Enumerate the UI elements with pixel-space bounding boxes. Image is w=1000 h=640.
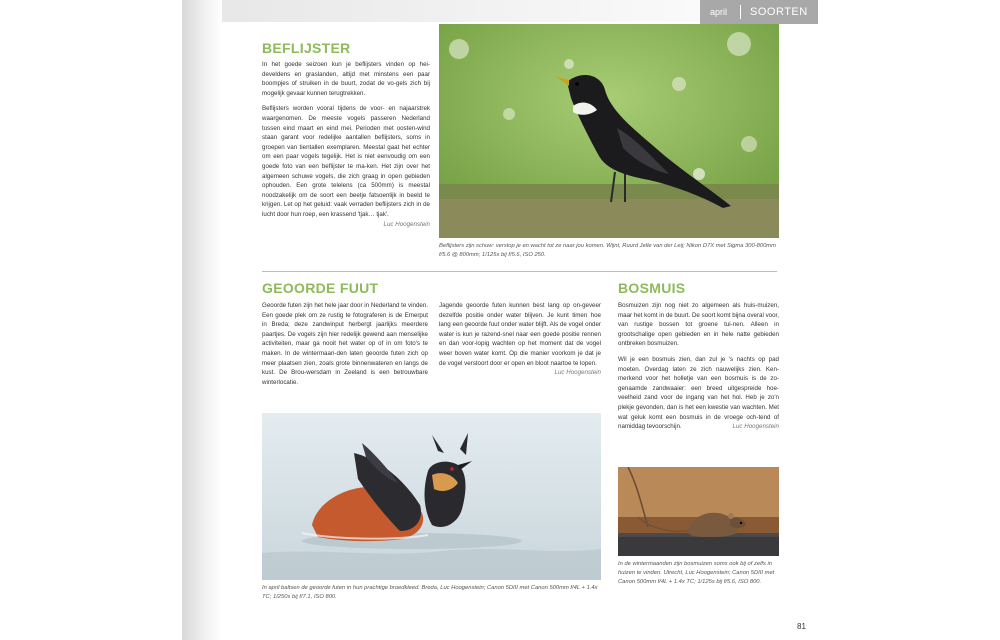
bosmuis-photo [618, 467, 779, 556]
beflijster-paragraph-1: In het goede seizoen kun je beflijsters vinden op hei-develdens en graslanden, altijd met minstens een paar boompjes of struiken in de buurt, zodat de vo-gels zich bij mogelijk gevaar kunnen terugtrekken. [262, 61, 430, 97]
bosmuis-credit: Luc Hoogenstein [732, 423, 779, 431]
section-divider [262, 271, 777, 272]
header-separator [740, 5, 741, 19]
bosmuis-paragraph-2 [618, 355, 779, 432]
bosmuis-text [618, 301, 779, 438]
bosmuis-paragraph-2-text: Wil je een bosmuis zien, dan zul je 's nachts op pad moeten. Overdag laten ze zich nauwelijks zien. Ken-merkend voor het holletje van een bosmuis is de zo-genaamde zandwaaier: een breed uitgespreide hoe-veelheid zand voor de ingang van het hol. Heb je zo'n plekje gevonden, dan is het een kwestie van wachten. Met wat geluk komt een bosmuis in de vroege och-tend of namiddag tevoorschijn. [618, 355, 779, 431]
fuut-photo [262, 413, 601, 580]
fuut-column-2 [439, 301, 601, 378]
page-top-band [182, 0, 700, 22]
beflijster-caption: Beflijsters zijn schuw: verstop je en wacht tot ze naar jou komen. Wijnt, Ruurd Jelle van der Leij; Nikon D7X met Sigma 300-800mm f/5.6 @ 800mm; 1/125s bij f/5.6, ISO 250. [439, 243, 776, 258]
header-month: april [710, 7, 728, 17]
fuut-credit: Luc Hoogenstein [554, 369, 601, 377]
running-header [700, 0, 818, 24]
beflijster-paragraph-2 [262, 104, 430, 228]
page-number: 81 [797, 622, 806, 631]
beflijster-photo [439, 24, 779, 238]
fuut-caption: In april baltsen de geoorde futen in hun prachtige broedkleed. Breda, Luc Hoogenstein; Canon 5DIII met Canon 500mm f/4L + 1.4x TC; 1/250s bij f/7.1, ISO 800. [262, 585, 598, 600]
beflijster-credit: Luc Hoogenstein [383, 220, 430, 228]
beflijster-title: BEFLIJSTER [262, 40, 351, 56]
bosmuis-title: BOSMUIS [618, 280, 686, 296]
beflijster-text [262, 60, 430, 229]
bosmuis-paragraph-1: Bosmuizen zijn nog niet zo algemeen als huis-muizen, maar het komt in de buurt. De soort komt bijna overal voor, van rustige bossen tot groene tui-nen. Alleen in grootschalige open gebieden en in hele natte gebieden ontbreken bosmuizen. [618, 302, 779, 348]
fuut-column-2-text: Jagende geoorde futen kunnen best lang op on-geveer dezelfde positie onder water blijven. Je kunt timen hoe lang een geoorde fuut onder water blijft. Als de vogel onder water is kun je razend-snel naar een goede positie rennen en dan voor-lopig wachten op het moment dat de vogel weer boven water komt. Op die manier voorkom je dat je de vogel verstoort door er open en bloot naartoe te lopen. [439, 302, 601, 367]
beflijster-paragraph-2-text: Beflijsters worden vooral tijdens de voor- en najaarstrek waargenomen. De meeste vogels passeren Nederland tussen eind maart en eind mei. Perioden met oosten-wind staan garant voor redelijke aantallen beflijsters, soms in groepen van tientallen exemplaren. Meestal gaat het echter om een paar vogels tegelijk. Het is niet eenvoudig om een goede foto van een beflijster te ma-ken. Het zijn over het algemeen schuwe vogels, die zich graag in open gebieden ophouden. Een grote telelens (ca 500mm) is meestal noodzakelijk om de soort een beetje fatsoenlijk in beeld te krijgen. Let op het geluid: vaak verraden beflijsters zich in de lucht door hun roep, een krassend 'tjak… tjak'. [262, 105, 430, 218]
page-gutter-shadow [182, 0, 222, 640]
fuut-title: GEOORDE FUUT [262, 280, 379, 296]
fuut-column-1: Geoorde futen zijn het hele jaar door in Nederland te vinden. Een goede plek om ze rustig te fotograferen is de Emerput in Breda; deze zandwinput herbergt jaarlijks meerdere paartjes. De vogels zijn hier redelijk gewend aan menselijke activiteiten, maar ga nooit het water op of in om foto's te maken. In de wintermaan-den laten geoorde futen zich op meer plaatsen zien, zoals grote binnenwateren en langs de kust. De Brou-wersdam in Zeeland is een betrouwbare winterlocatie. [262, 302, 428, 386]
bosmuis-caption: In de wintermaanden zijn bosmuizen soms ook bij of zelfs in huizen te vinden. Utrecht, Luc Hoogenstein; Canon 5DIII met Canon 500mm f/4L + 1.4x TC; 1/125s bij f/5.6, ISO 800. [618, 561, 775, 585]
header-section: SOORTEN [750, 6, 808, 18]
